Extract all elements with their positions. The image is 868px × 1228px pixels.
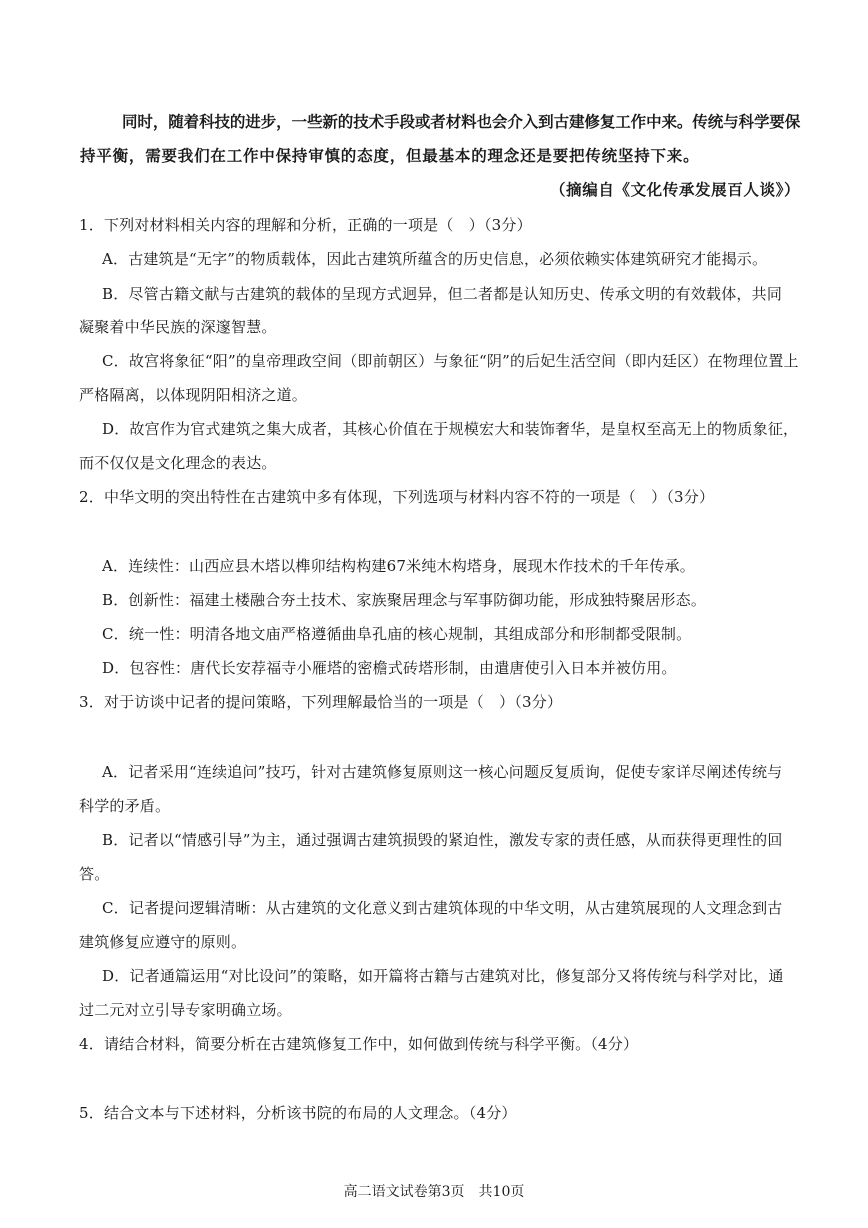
q2-option-a: A．连续性：山西应县木塔以榫卯结构构建67米纯木构塔身，展现木作技术的千年传承。 [102, 557, 695, 575]
passage-source: （摘编自《文化传承发展百人谈》） [550, 180, 801, 199]
q1-option-b-cont: 凝聚着中华民族的深邃智慧。 [79, 318, 277, 336]
page-footer [0, 1183, 868, 1201]
question-3-stem: 3．对于访谈中记者的提问策略，下列理解最恰当的一项是（ ）（3分） [79, 693, 563, 711]
q1-option-b: B．尽管古籍文献与古建筑的载体的呈现方式迥异，但二者都是认知历史、传承文明的有效载体，共同 [102, 285, 783, 303]
intro-line-2: 持平衡，需要我们在工作中保持审慎的态度，但最基本的理念还是要把传统坚持下来。 [80, 146, 700, 165]
q1-option-a: A．古建筑是“无字”的物质载体，因此古建筑所蕴含的历史信息，必须依赖实体建筑研究才能揭示。 [102, 250, 768, 268]
q1-option-c-cont: 严格隔离，以体现阴阳相济之道。 [79, 386, 308, 404]
q1-option-c: C．故宫将象征“阳”的皇帝理政空间（即前朝区）与象征“阴”的后妃生活空间（即内廷区）在物理位置上 [102, 352, 799, 370]
q2-option-c: C．统一性：明清各地文庙严格遵循曲阜孔庙的核心规制，其组成部分和形制都受限制。 [102, 625, 692, 643]
page-number: 高二语文试卷第3页 共10页 [343, 1184, 525, 1200]
q1-option-d: D．故宫作为官式建筑之集大成者，其核心价值在于规模宏大和装饰奢华，是皇权至高无上的物质象征， [102, 420, 799, 438]
q3-option-c: C．记者提问逻辑清晰：从古建筑的文化意义到古建筑体现的中华文明，从古建筑展现的人文理念到古 [102, 899, 783, 917]
q3-option-a-cont: 科学的矛盾。 [79, 797, 171, 815]
q2-option-d: D．包容性：唐代长安荐福寺小雁塔的密檐式砖塔形制，由遣唐使引入日本并被仿用。 [102, 659, 677, 677]
q3-option-b: B．记者以“情感引导”为主，通过强调古建筑损毁的紧迫性，激发专家的责任感，从而获得更理性的回 [102, 831, 783, 849]
question-1-stem: 1．下列对材料相关内容的理解和分析，正确的一项是（ ）（3分） [79, 216, 532, 234]
intro-line-1: 同时，随着科技的进步，一些新的技术手段或者材料也会介入到古建修复工作中来。传统与科学要保 [122, 112, 801, 131]
q3-option-d-cont: 过二元对立引导专家明确立场。 [79, 1001, 292, 1019]
q1-option-d-cont: 而不仅仅是文化理念的表达。 [79, 454, 277, 472]
question-2-stem: 2．中华文明的突出特性在古建筑中多有体现，下列选项与材料内容不符的一项是（ ）（3分） [79, 488, 715, 506]
q2-option-b: B．创新性：福建土楼融合夯土技术、家族聚居理念与军事防御功能，形成独特聚居形态。 [102, 591, 707, 609]
q3-option-a: A．记者采用“连续追问”技巧，针对古建筑修复原则这一核心问题反复质询，促使专家详尽阐述传统与 [102, 763, 783, 781]
q3-option-c-cont: 建筑修复应遵守的原则。 [79, 933, 247, 951]
question-5-stem: 5．结合文本与下述材料，分析该书院的布局的人文理念。（4分） [79, 1104, 517, 1122]
q3-option-b-cont: 答。 [79, 865, 110, 883]
question-4-stem: 4．请结合材料，简要分析在古建筑修复工作中，如何做到传统与科学平衡。（4分） [79, 1035, 639, 1053]
q3-option-d: D．记者通篇运用“对比设问”的策略，如开篇将古籍与古建筑对比，修复部分又将传统与科学对比，通 [102, 967, 784, 985]
